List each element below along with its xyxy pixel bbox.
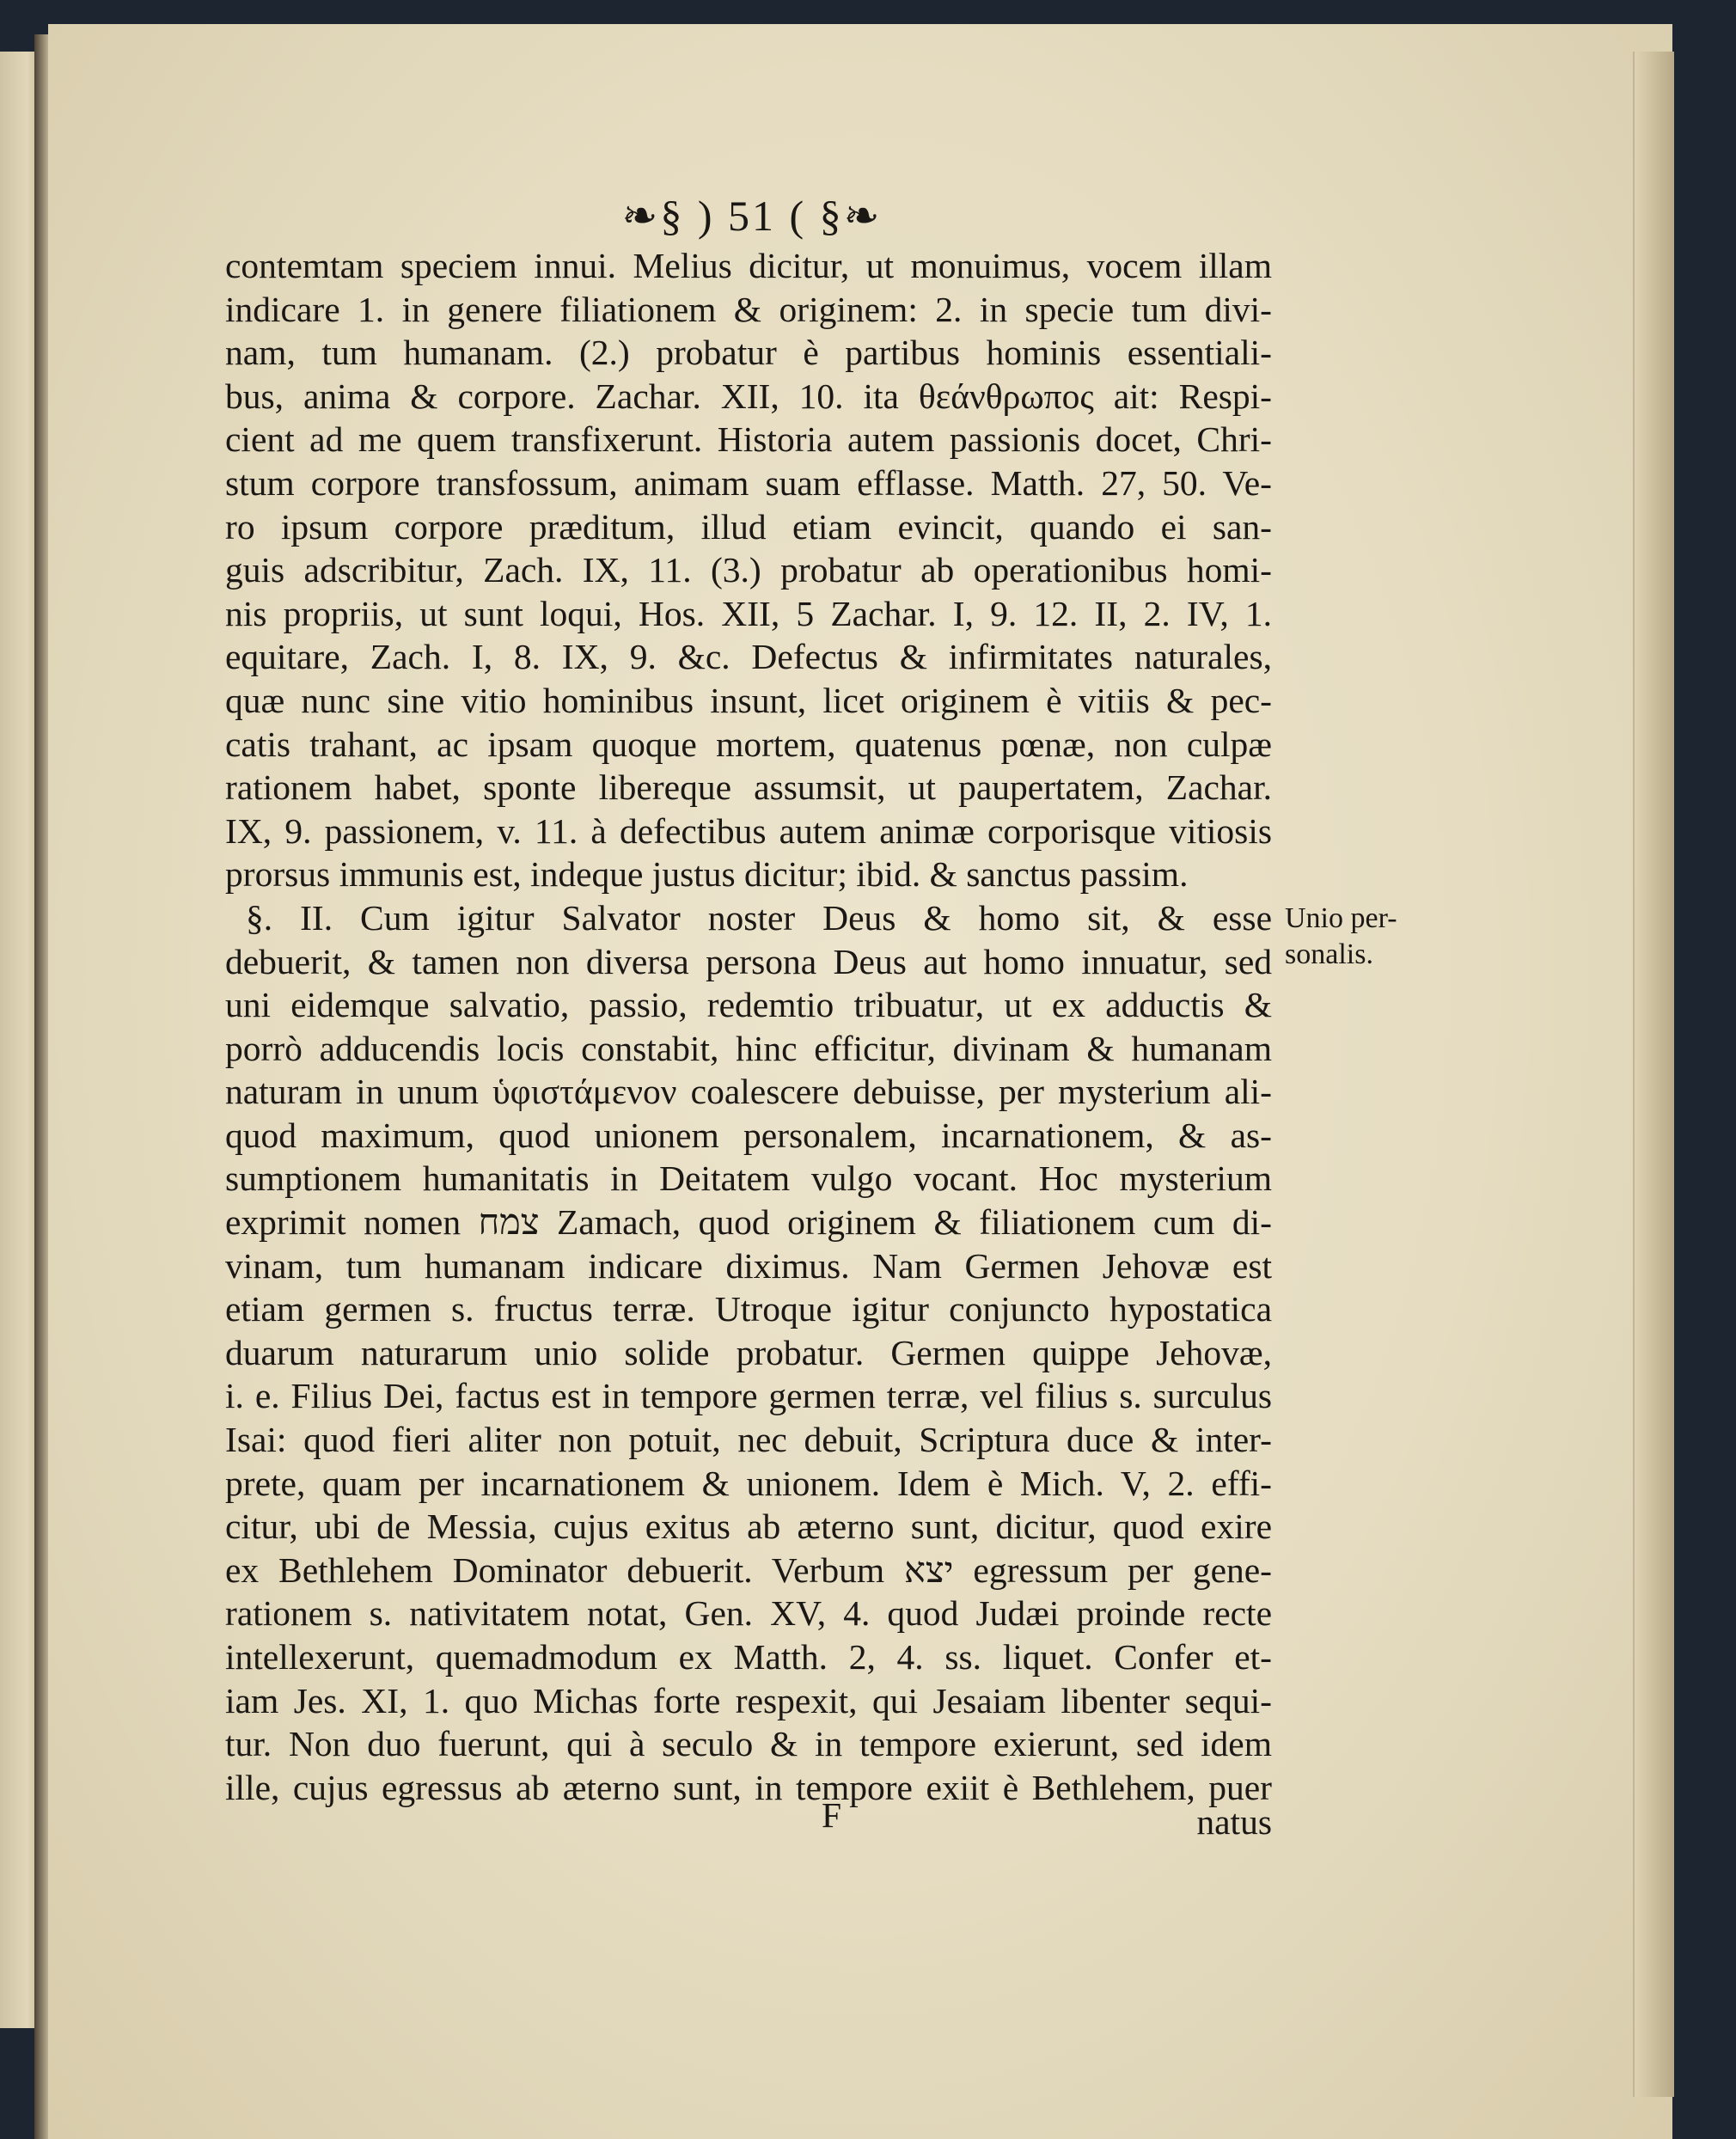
text-line: contemtam speciem innui. Melius dicitur, ut monuimus, vocem illam — [225, 246, 1272, 285]
text-line: equitare, Zach. I, 8. IX, 9. &c. Defectus & infirmitates naturales, — [225, 637, 1272, 677]
body-text — [225, 244, 1272, 1809]
text-line: catis trahant, ac ipsam quoque mortem, quatenus pœnæ, non culpæ — [225, 724, 1272, 764]
text-line: ro ipsum corpore præditum, illud etiam evincit, quando ei san- — [225, 506, 1272, 547]
text-line: quod maximum, quod unionem personalem, incarnationem, & as- — [225, 1115, 1272, 1155]
text-line: quæ nunc sine vitio hominibus insunt, licet originem è vitiis & pec- — [225, 680, 1272, 720]
text-line: IX, 9. passionem, v. 11. à defectibus autem animæ corporisque vitiosis — [225, 810, 1272, 851]
section-heading-line: §. II. Cum igitur Salvator noster Deus & homo sit, & esse — [246, 897, 1272, 938]
text-line: stum corpore transfossum, animam suam efflasse. Matth. 27, 50. Ve- — [225, 462, 1272, 503]
text-line: duarum naturarum unio solide probatur. Germen quippe Jehovæ, — [225, 1332, 1272, 1372]
signature-mark: F — [822, 1795, 842, 1835]
text-line: Isai: quod fieri aliter non potuit, nec debuit, Scriptura duce & inter- — [225, 1420, 1272, 1460]
text-line: prorsus immunis est, indeque justus dicitur; ibid. & sanctus passim. — [225, 854, 1189, 895]
text-line: rationem habet, sponte libereque assumsit, ut paupertatem, Zachar. — [225, 767, 1272, 808]
text-line: ille, cujus egressus ab æterno sunt, in tempore exiit è Bethlehem, puer — [225, 1767, 1272, 1807]
page-footer — [225, 1794, 1272, 1843]
page-number: ❧§ ) 51 ( §❧ — [621, 192, 883, 240]
text-line: sumptionem humanitatis in Deitatem vulgo vocant. Hoc mysterium — [225, 1158, 1272, 1199]
text-line: prete, quam per incarnationem & unionem. Idem è Mich. V, 2. effi- — [225, 1463, 1272, 1503]
text-line: ex Bethlehem Dominator debuerit. Verbum יצא egressum per gene- — [225, 1549, 1272, 1590]
text-line: rationem s. nativitatem notat, Gen. XV, 4. quod Judæi proinde recte — [225, 1593, 1272, 1634]
text-line: bus, anima & corpore. Zachar. XII, 10. ita θεάνθρωπος ait: Respi- — [225, 376, 1272, 416]
text-line: cient ad me quem transfixerunt. Historia autem passionis docet, Chri- — [225, 419, 1272, 460]
text-line: indicare 1. in genere filiationem & originem: 2. in specie tum divi- — [225, 289, 1272, 329]
marginal-note-line: sonalis. — [1285, 938, 1373, 970]
marginal-note — [1285, 901, 1414, 973]
text-line: exprimit nomen צמח Zamach, quod originem & filiationem cum di- — [225, 1202, 1272, 1243]
text-line: debuerit, & tamen non diversa persona Deus aut homo innuatur, sed — [225, 941, 1272, 981]
text-line: nam, tum humanam. (2.) probatur è partibus hominis essentiali- — [225, 333, 1272, 373]
text-line: nis propriis, ut sunt loqui, Hos. XII, 5 Zachar. I, 9. 12. II, 2. IV, 1. — [225, 593, 1272, 633]
text-line: intellexerunt, quemadmodum ex Matth. 2, 4. ss. liquet. Confer et- — [225, 1637, 1272, 1677]
page-stack-edge — [1633, 52, 1674, 2097]
text-line: uni eidemque salvatio, passio, redemtio tribuatur, ut ex adductis & — [225, 985, 1272, 1025]
marginal-note-line: Unio per- — [1285, 902, 1397, 934]
text-line: i. e. Filius Dei, factus est in tempore germen terræ, vel filius s. surculus — [225, 1376, 1272, 1416]
text-line: guis adscribitur, Zach. IX, 11. (3.) probatur ab operationibus homi- — [225, 550, 1272, 590]
text-line: etiam germen s. fructus terræ. Utroque igitur conjuncto hypostatica — [225, 1289, 1272, 1329]
text-line: tur. Non duo fuerunt, qui à seculo & in tempore exierunt, sed idem — [225, 1724, 1272, 1764]
text-line: porrò adducendis locis constabit, hinc efficitur, divinam & humanam — [225, 1028, 1272, 1068]
text-line: iam Jes. XI, 1. quo Michas forte respexit, qui Jesaiam libenter sequi- — [225, 1680, 1272, 1720]
catchword: natus — [1196, 1802, 1272, 1842]
text-line: citur, ubi de Messia, cujus exitus ab æterno sunt, dicitur, quod exire — [225, 1506, 1272, 1547]
text-line: naturam in unum ὑφιστάμενον coalescere debuisse, per mysterium ali- — [225, 1072, 1272, 1112]
text-line: vinam, tum humanam indicare diximus. Nam Germen Jehovæ est — [225, 1245, 1272, 1286]
